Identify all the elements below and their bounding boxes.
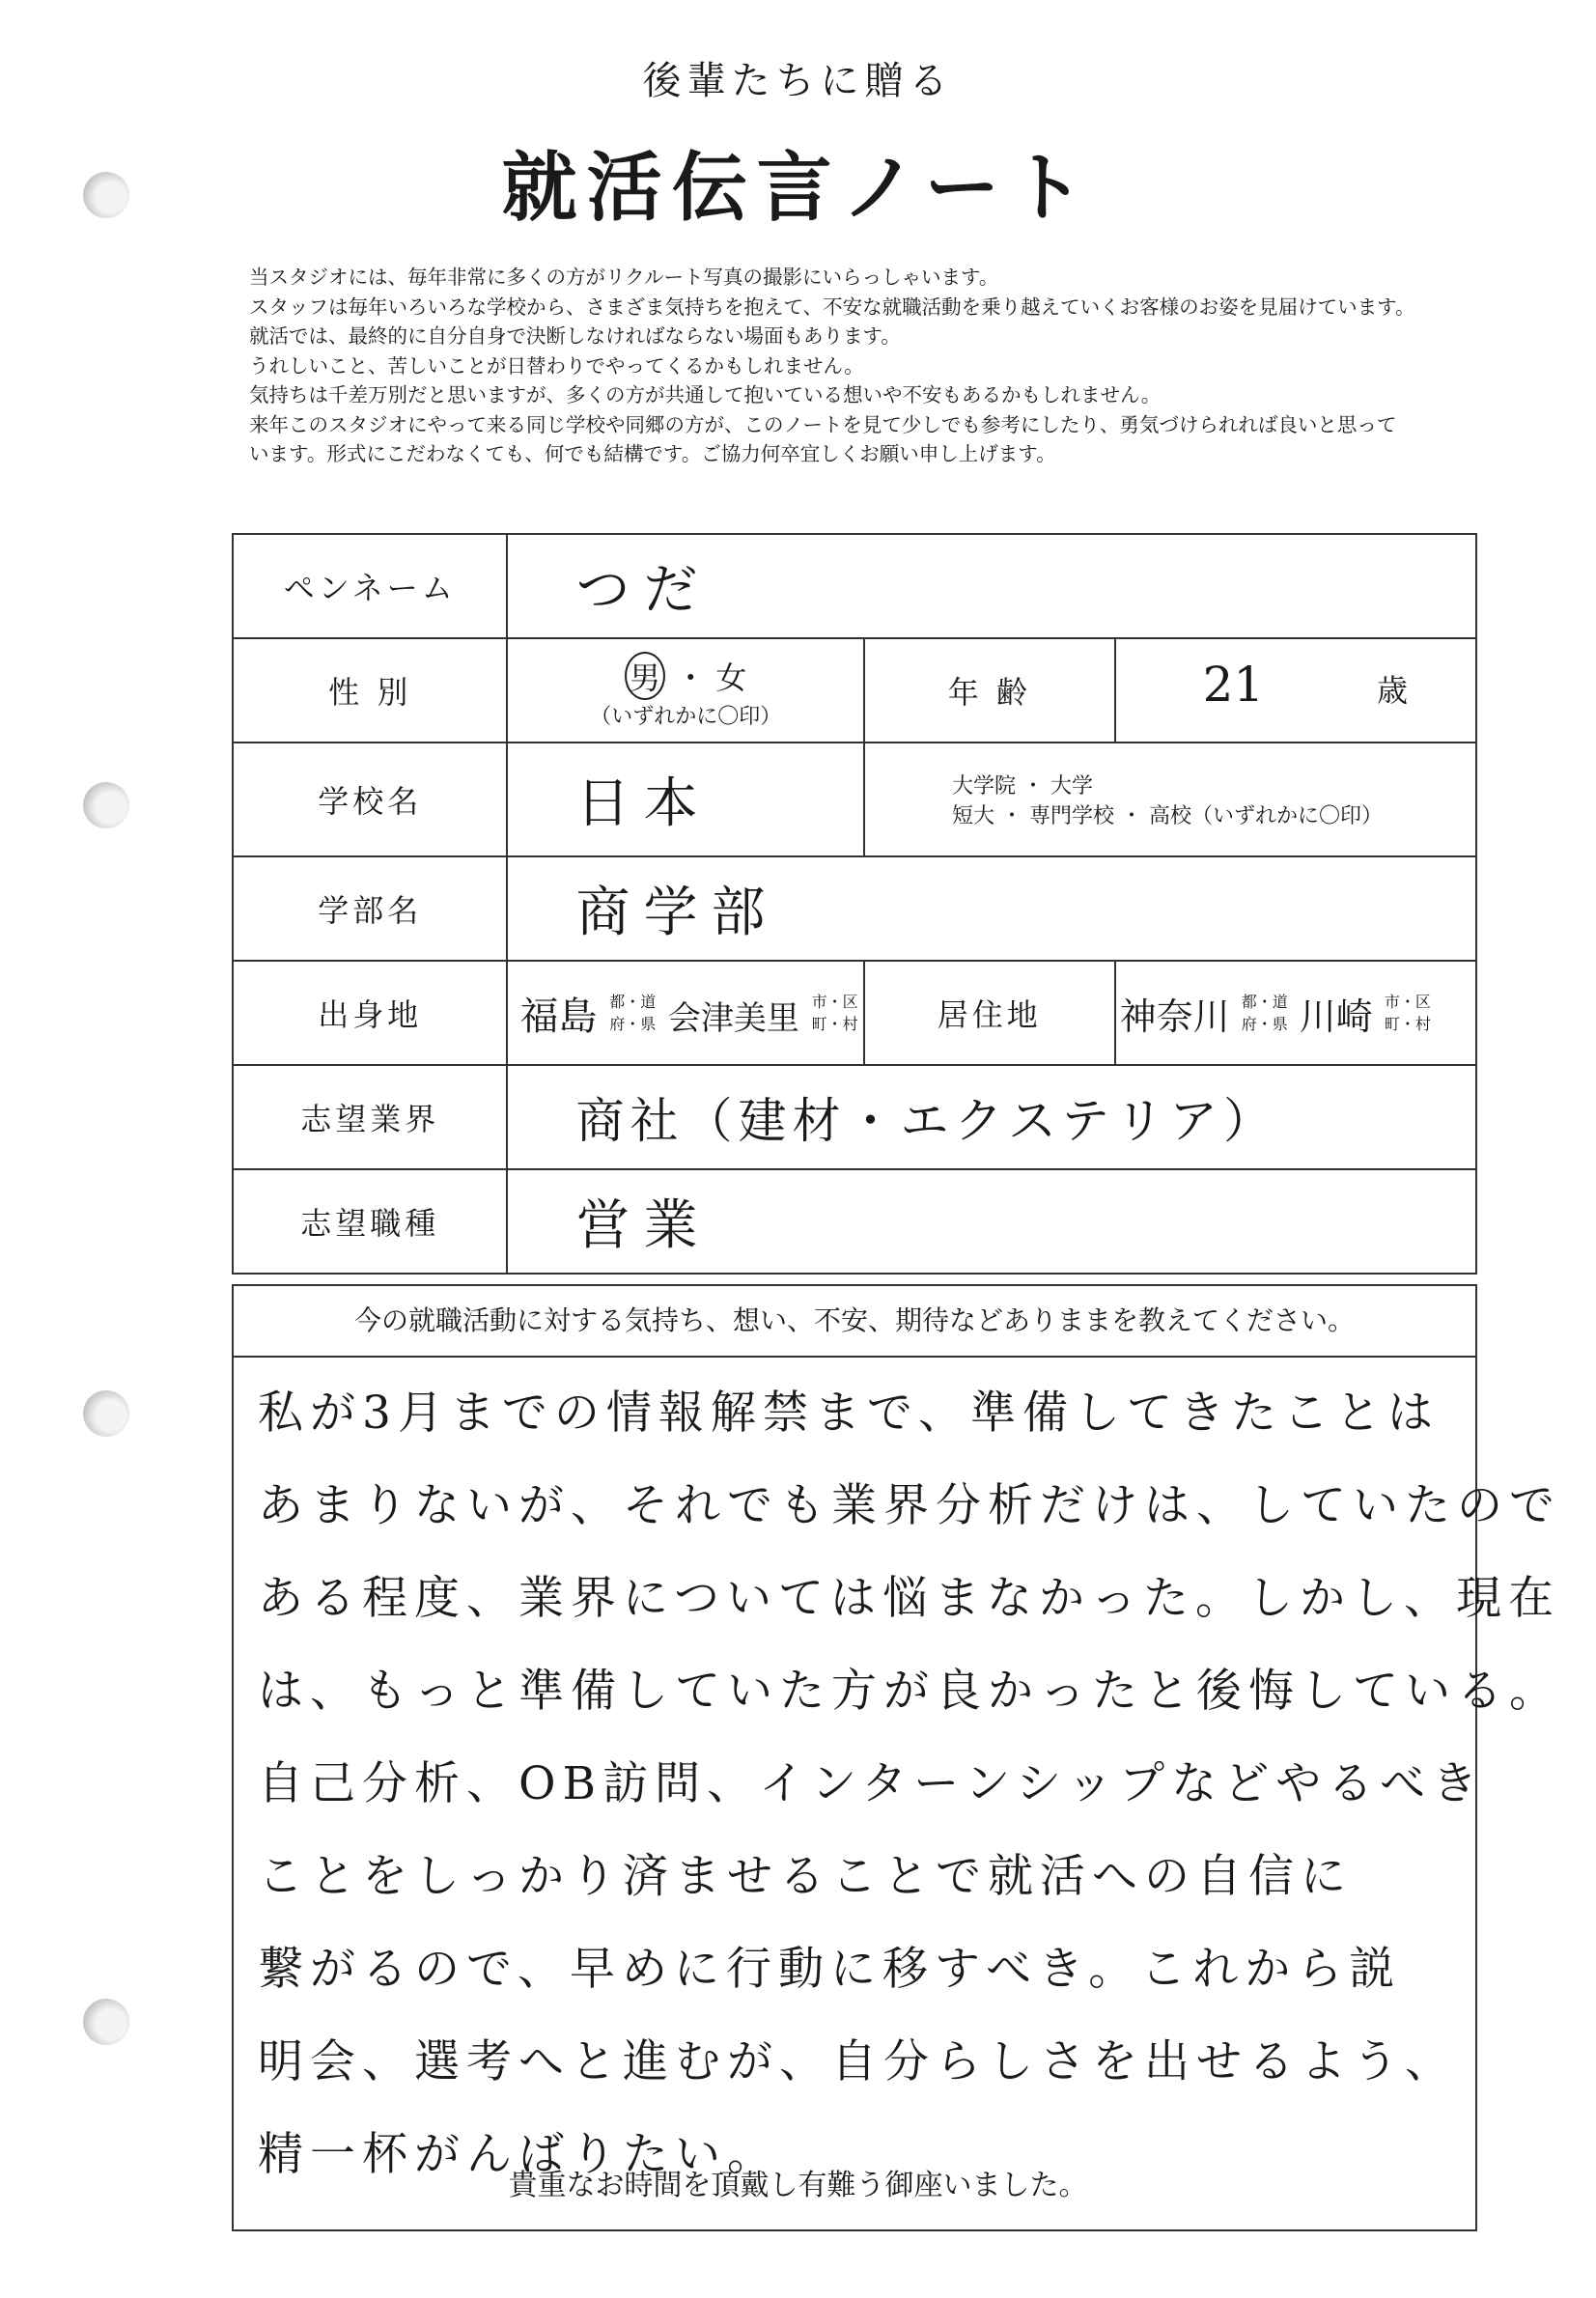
faculty-label: 学部名: [233, 856, 507, 961]
row-hometown-residence: [233, 961, 1476, 1065]
intro-line: 来年このスタジオにやって来る同じ学校や同郷の方が、このノートを見て少しでも参考にしたり、勇気づけられれば良いと思って: [249, 412, 1397, 436]
hometown-pref: 福島: [519, 994, 598, 1039]
school-type-field[interactable]: [864, 743, 1476, 856]
answer-line: 自己分析、OB訪問、インターンシップなどやるべき: [258, 1757, 1485, 1810]
answer-line: 精一杯がんばりたい。: [258, 2128, 779, 2181]
question-prompt: 今の就職活動に対する気持ち、想い、不安、期待などありままを教えてください。: [232, 1284, 1477, 1358]
age-label: 年 齢: [864, 638, 1115, 743]
age-suffix: 歳: [1376, 672, 1408, 709]
residence-pref: 神奈川: [1119, 995, 1230, 1038]
age-value: 21: [1202, 657, 1265, 713]
school-label: 学校名: [233, 743, 507, 856]
residence-label: 居住地: [864, 961, 1115, 1065]
punch-hole: [83, 782, 129, 828]
answer-area[interactable]: [232, 1356, 1561, 2231]
gender-female[interactable]: 女: [715, 659, 747, 696]
answer-line: ある程度、業界については悩まなかった。しかし、現在: [258, 1572, 1561, 1625]
residence-unit2: 市・区 町・村: [1384, 992, 1431, 1033]
free-comment-section: [232, 1284, 1561, 2298]
intro-line: うれしいこと、苦しいことが日替わりでやってくるかもしれません。: [249, 353, 864, 378]
gender-dot: ・: [675, 659, 707, 696]
intro-line: 当スタジオには、毎年非常に多くの方がリクルート写真の撮影にいらっしゃいます。: [249, 266, 999, 289]
intro-line: スタッフは毎年いろいろな学校から、さまざま気持ちを抱えて、不安な就職活動を乗り越えていくお客様のお姿を見届けています。: [249, 294, 1415, 319]
row-faculty: [233, 856, 1476, 961]
penname-label: ペンネーム: [233, 534, 507, 638]
row-school: [233, 743, 1476, 856]
answer-line: あまりないが、それでも業界分析だけは、していたので: [258, 1479, 1561, 1532]
gender-note: （いずれかに〇印）: [590, 704, 782, 729]
job-label: 志望職種: [233, 1169, 507, 1274]
footer-thanks: 貴重なお時間を頂戴し有難う御座いました。: [508, 2169, 1088, 2202]
gender-male[interactable]: 男: [625, 652, 665, 700]
intro-line: います。形式にこだわなくても、何でも結構です。ご協力何卒宜しくお願い申し上げます。: [249, 442, 1056, 465]
residence-unit1: 都・道 府・県: [1241, 992, 1288, 1033]
residence-field[interactable]: [1115, 961, 1476, 1065]
intro-line: 就活では、最終的に自分自身で決断しなければならない場面もあります。: [249, 324, 901, 348]
penname-value[interactable]: つだ: [507, 534, 1476, 638]
page-subtitle: 後輩たちに贈る: [642, 59, 954, 103]
school-types-line1: 大学院 ・ 大学: [952, 774, 1094, 799]
punch-hole: [83, 1999, 129, 2045]
job-value[interactable]: 営業: [507, 1169, 1476, 1274]
industry-value[interactable]: 商社（建材・エクステリア）: [507, 1065, 1476, 1169]
answer-line: 繋がるので、早めに行動に移すべき。これから説: [258, 1943, 1402, 1996]
row-job: [233, 1169, 1476, 1274]
intro-text: [249, 263, 1582, 469]
industry-label: 志望業界: [233, 1065, 507, 1169]
school-value[interactable]: 日本: [507, 743, 864, 856]
profile-form: [232, 533, 1477, 1275]
residence-city: 川崎: [1299, 995, 1373, 1038]
hometown-city: 会津美里: [667, 998, 799, 1038]
row-gender-age: [233, 638, 1476, 743]
gender-label: 性 別: [233, 638, 507, 743]
faculty-value[interactable]: 商学部: [507, 856, 1476, 961]
punch-hole: [83, 1390, 129, 1437]
hometown-field[interactable]: [507, 961, 864, 1065]
hometown-label: 出身地: [233, 961, 507, 1065]
answer-line: 明会、選考へと進むが、自分らしさを出せるよう、: [258, 2035, 1457, 2088]
row-industry: [233, 1065, 1476, 1169]
page-title: 就活伝言ノート: [501, 145, 1095, 232]
gender-field[interactable]: [507, 638, 864, 743]
row-penname: [233, 534, 1476, 638]
school-types-line2: 短大 ・ 専門学校 ・ 高校（いずれかに〇印）: [952, 804, 1383, 828]
intro-line: 気持ちは千差万別だと思いますが、多くの方が共通して抱いている想いや不安もあるかもしれません。: [249, 383, 1162, 406]
age-field[interactable]: [1115, 638, 1476, 743]
answer-line: 私が3月までの情報解禁まで、準備してきたことは: [258, 1387, 1440, 1440]
hometown-unit1: 都・道 府・県: [609, 992, 657, 1033]
answer-line: ことをしっかり済ませることで就活への自信に: [258, 1850, 1353, 1903]
hometown-unit2: 市・区 町・村: [811, 992, 858, 1033]
answer-line: は、もっと準備していた方が良かったと後悔している。: [258, 1665, 1561, 1718]
